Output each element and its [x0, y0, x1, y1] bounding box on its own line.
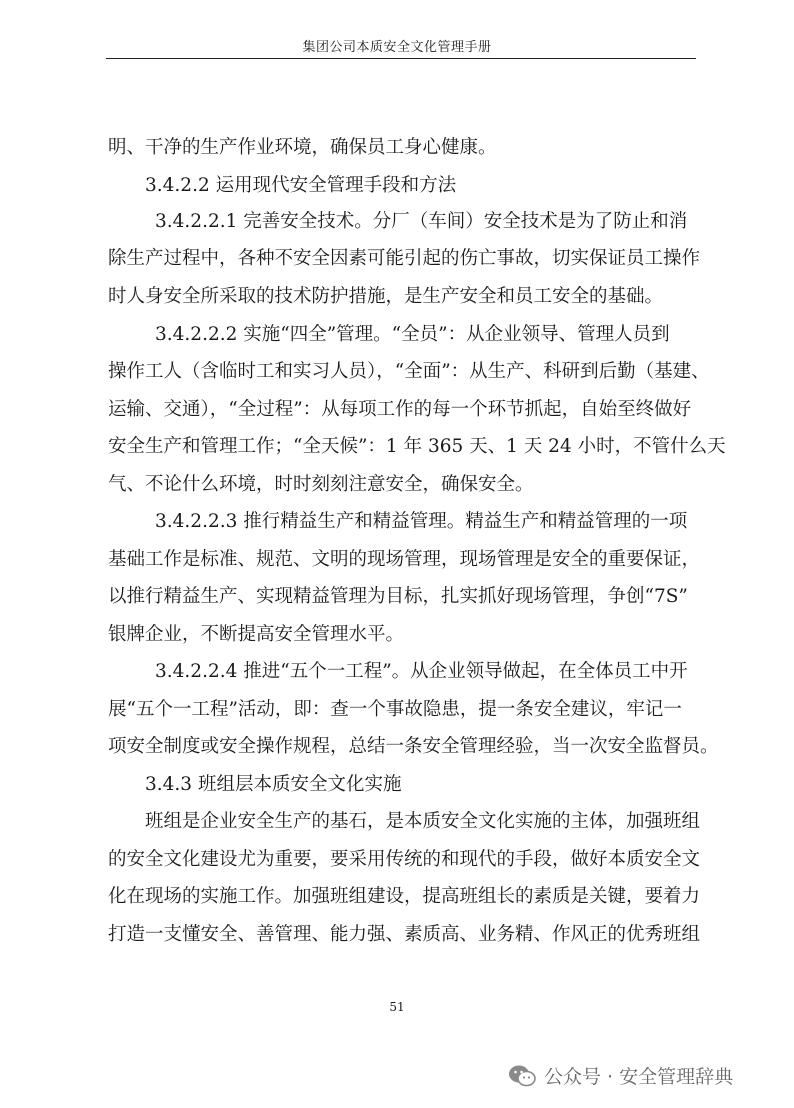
header-divider: [106, 58, 696, 59]
body-line: 化在现场的实施工作。加强班组建设，提高班组长的素质是关键，要着力: [108, 886, 701, 907]
body-line: 展“五个一工程”活动，即：查一个事故隐患，提一条安全建议，牢记一: [108, 699, 682, 720]
body-line: 时人身安全所采取的技术防护措施，是生产安全和员工安全的基础。: [108, 286, 664, 307]
body-line: 3.4.2.2.2 实施“四全”管理。“全员”：从企业领导、管理人员到: [155, 324, 670, 345]
body-line: 银牌企业，不断提高安全管理水平。: [108, 624, 405, 645]
watermark: [508, 1062, 733, 1089]
page-header-title: 集团公司本质安全文化管理手册: [302, 40, 492, 55]
body-line: 气、不论什么环境，时时刻刻注意安全，确保安全。: [108, 474, 534, 495]
wechat-icon: [508, 1064, 536, 1088]
body-line: 操作工人（含临时工和实习人员），“全面”：从生产、科研到后勤（基建、: [108, 361, 710, 382]
body-line: 班组是企业安全生产的基石，是本质安全文化实施的主体，加强班组: [145, 811, 701, 832]
body-line: 3.4.2.2.3 推行精益生产和精益管理。精益生产和精益管理的一项: [155, 511, 688, 532]
body-line: 3.4.2.2.4 推进“五个一工程”。从企业领导做起，在全体员工中开: [155, 661, 688, 682]
body-line: 运输、交通），“全过程”：从每项工作的每一个环节抓起，自始至终做好: [108, 399, 692, 420]
body-line: 打造一支懂安全、善管理、能力强、素质高、业务精、作风正的优秀班组: [108, 924, 701, 945]
body-line: 明、干净的生产作业环境，确保员工身心健康。: [108, 137, 497, 158]
body-line: 的安全文化建设尤为重要，要采用传统的和现代的手段，做好本质安全文: [108, 849, 701, 870]
body-line: 除生产过程中，各种不安全因素可能引起的伤亡事故，切实保证员工操作: [108, 248, 701, 269]
body-line: 以推行精益生产、实现精益管理为目标，扎实抓好现场管理，争创“7S”: [108, 586, 688, 607]
page-number: 51: [389, 1000, 405, 1014]
body-line: 基础工作是标准、规范、文明的现场管理，现场管理是安全的重要保证，: [108, 549, 701, 570]
watermark-text: 公众号 · 安全管理辞典: [544, 1066, 734, 1088]
body-line: 安全生产和管理工作；“全天候”：1 年 365 天、1 天 24 小时，不管什么天: [108, 436, 726, 457]
body-line: 3.4.2.2.1 完善安全技术。分厂（车间）安全技术是为了防止和消: [155, 211, 688, 232]
section-heading: 3.4.3 班组层本质安全文化实施: [145, 774, 402, 795]
body-line: 项安全制度或安全操作规程，总结一条安全管理经验，当一次安全监督员。: [108, 736, 719, 757]
section-heading: 3.4.2.2 运用现代安全管理手段和方法: [145, 175, 457, 196]
